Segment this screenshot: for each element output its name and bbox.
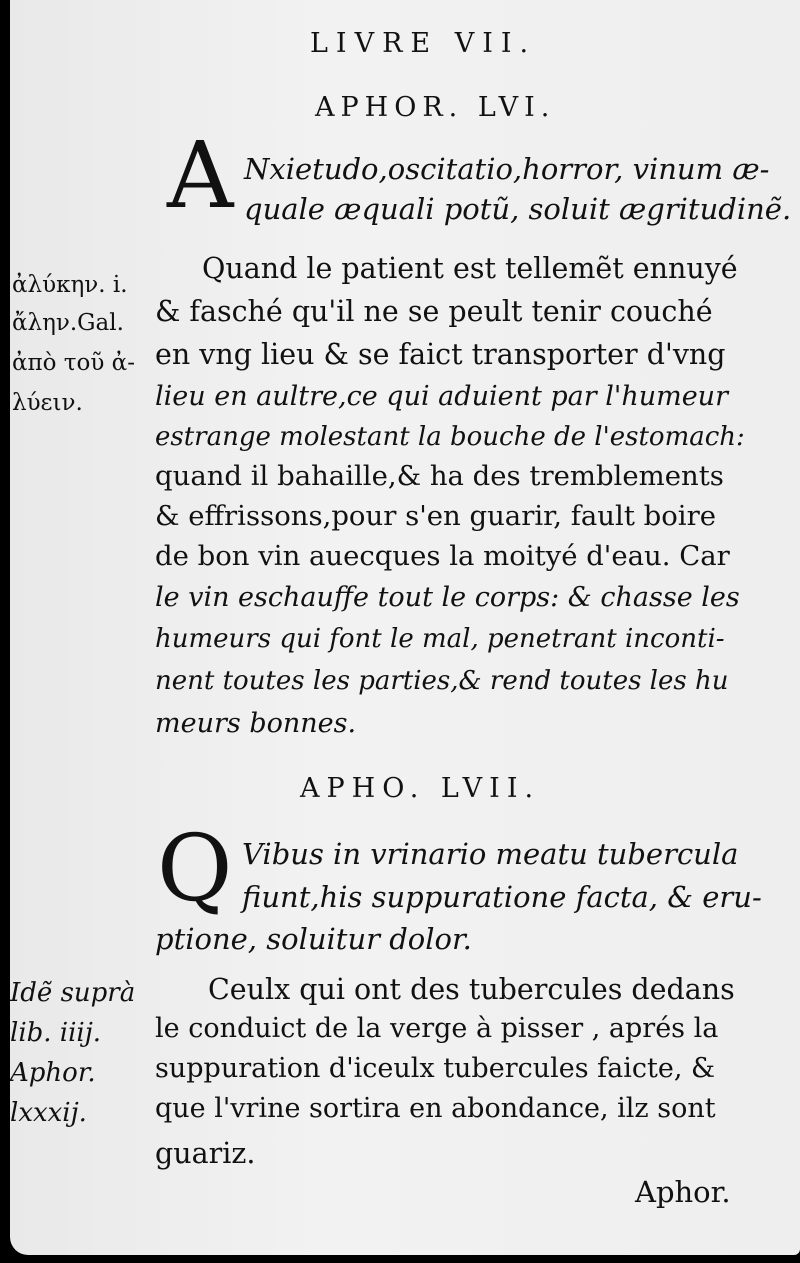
aphorism-57-margin-note: Idẽ suprà	[10, 978, 136, 1008]
aphorism-57-latin-line: Vibus in vrinario meatu tubercula	[242, 837, 739, 871]
aphorism-56-french-line: quand il bahaille,& ha des tremblements	[155, 460, 724, 492]
aphorism-57-margin-note: lib. iiij.	[10, 1018, 102, 1048]
aphorism-56-french-line: de bon vin auecques la moityé d'eau. Car	[155, 540, 730, 572]
aphorism-56-margin-note: ἀλύκην. i.	[12, 272, 128, 298]
aphorism-56-french-line: & fasché qu'il ne se peult tenir couché	[155, 295, 713, 328]
aphorism-56-french-line: estrange molestant la bouche de l'estomach:	[155, 422, 745, 452]
aphorism-57-dropcap: Q	[157, 815, 233, 922]
aphorism-57-french-line: Ceulx qui ont des tubercules dedans	[208, 973, 735, 1006]
catchword: Aphor.	[635, 1175, 731, 1209]
aphorism-56-french-line: humeurs qui font le mal, penetrant inconti-	[155, 624, 725, 654]
running-head: LIVRE VII.	[310, 28, 537, 59]
aphorism-56-margin-note: λύειν.	[12, 390, 83, 416]
aphorism-57-latin-line: ptione, soluitur dolor.	[155, 922, 472, 956]
aphorism-57-margin-note: lxxxij.	[10, 1098, 87, 1128]
aphorism-56-french-line: Quand le patient est tellemẽt ennuyé	[202, 252, 738, 285]
aphorism-57-heading: APHO. LVII.	[300, 773, 541, 804]
aphorism-57-french-line: que l'vrine sortira en abondance, ilz sont	[155, 1093, 716, 1124]
aphorism-56-french-line: lieu en aultre,ce qui aduient par l'humeur	[155, 381, 728, 412]
aphorism-56-margin-note: ἄλην.Gal.	[12, 310, 124, 336]
aphorism-57-french-line: le conduict de la verge à pisser , aprés la	[155, 1013, 719, 1044]
aphorism-56-margin-note: ἀπὸ τοῦ ἀ-	[12, 350, 135, 376]
aphorism-56-french-line: & effrissons,pour s'en guarir, fault boire	[155, 500, 716, 532]
book-page	[10, 0, 800, 1255]
aphorism-56-french-line: le vin eschauffe tout le corps: & chasse les	[155, 582, 740, 613]
aphorism-56-latin-line: quale æquali potũ, soluit ægritudinẽ.	[244, 192, 792, 226]
aphorism-56-dropcap: A	[167, 122, 234, 229]
aphorism-57-latin-line: fiunt,his suppuratione facta, & eru-	[242, 880, 762, 914]
aphorism-57-margin-note: Aphor.	[10, 1058, 96, 1088]
aphorism-57-french-line: guariz.	[155, 1137, 256, 1170]
aphorism-56-heading: APHOR. LVI.	[315, 92, 556, 123]
aphorism-56-french-line: nent toutes les parties,& rend toutes les hu	[155, 666, 729, 696]
aphorism-56-french-line: meurs bonnes.	[155, 708, 357, 739]
aphorism-56-french-line: en vng lieu & se faict transporter d'vng	[155, 338, 726, 371]
aphorism-57-french-line: suppuration d'iceulx tubercules faicte, &	[155, 1053, 716, 1084]
aphorism-56-latin-line: Nxietudo,oscitatio,horror, vinum æ-	[244, 152, 770, 186]
